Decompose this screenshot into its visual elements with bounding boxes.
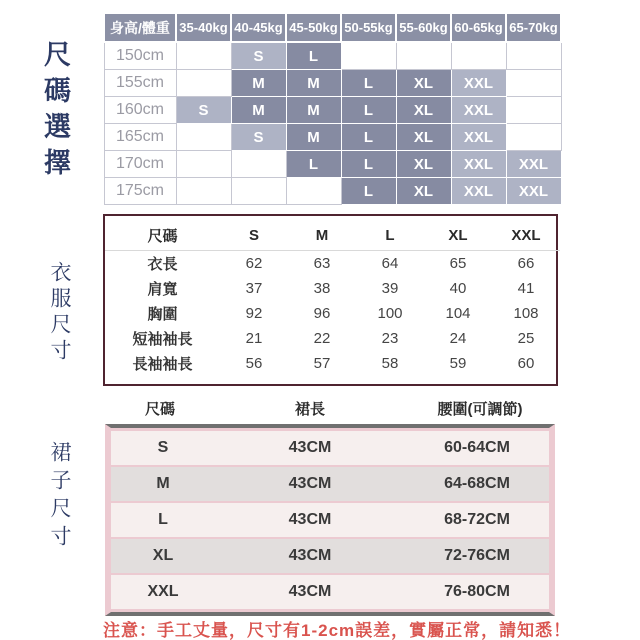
empty-cell-3-6 — [506, 124, 561, 151]
skirt-waist-value: 68-72CM — [444, 511, 510, 528]
skirt-row-S — [111, 431, 549, 465]
skirt-length-value: 43CM — [288, 547, 332, 564]
matrix-row-150cm — [104, 42, 561, 70]
garment-value-4-0: 56 — [245, 355, 263, 372]
garment-col-header-2: M — [288, 220, 356, 251]
section-label-garment-size: 衣服尺寸 — [48, 261, 71, 365]
garment-value-4-2: 58 — [381, 355, 399, 372]
skirt-row-L — [111, 503, 549, 537]
size-cell-0-2: L — [286, 42, 341, 70]
skirt-length-value: 43CM — [288, 475, 332, 492]
skirt-row-M — [111, 467, 549, 501]
empty-cell-1-0 — [176, 70, 231, 97]
matrix-corner-header: 身高/體重 — [104, 13, 176, 42]
garment-body — [105, 251, 560, 377]
garment-value-4-3: 59 — [449, 355, 467, 372]
garment-value-0-0: 62 — [245, 255, 263, 272]
garment-value-1-0: 37 — [245, 280, 263, 297]
skirt-size-value: XXL — [147, 583, 179, 600]
height-label: 175cm — [104, 178, 176, 205]
garment-value-1-4: 41 — [517, 280, 535, 297]
size-cell-5-3: L — [341, 178, 396, 205]
empty-cell-0-5 — [451, 42, 506, 70]
empty-cell-0-6 — [506, 42, 561, 70]
measurement-note: 注意：手工丈量，尺寸有1-2cm誤差，實屬正常，請知悉！ — [103, 621, 572, 640]
garment-value-3-1: 22 — [313, 330, 331, 347]
garment-value-4-1: 57 — [313, 355, 331, 372]
garment-value-1-1: 38 — [313, 280, 331, 297]
garment-value-0-3: 65 — [449, 255, 467, 272]
garment-value-0-2: 64 — [381, 255, 399, 272]
size-cell-1-4: XL — [396, 70, 451, 97]
size-cell-3-4: XL — [396, 124, 451, 151]
garment-header-row-tr — [105, 220, 560, 251]
skirt-size-value: S — [157, 439, 169, 456]
matrix-header-row-tr — [104, 13, 561, 42]
matrix-row-170cm — [104, 151, 561, 178]
size-cell-3-3: L — [341, 124, 396, 151]
weight-header-1: 40-45kg — [231, 13, 286, 42]
garment-value-2-0: 92 — [245, 305, 263, 322]
weight-header-3: 50-55kg — [341, 13, 396, 42]
garment-value-3-4: 25 — [517, 330, 535, 347]
size-cell-4-4: XL — [396, 151, 451, 178]
empty-cell-4-1 — [231, 151, 286, 178]
garment-value-3-0: 21 — [245, 330, 263, 347]
skirt-waist-value: 72-76CM — [444, 547, 510, 564]
weight-header-0: 35-40kg — [176, 13, 231, 42]
empty-cell-5-1 — [231, 178, 286, 205]
skirt-waist-value: 60-64CM — [444, 439, 510, 456]
empty-cell-1-6 — [506, 70, 561, 97]
height-label: 150cm — [104, 42, 176, 70]
garment-row-0 — [105, 251, 560, 277]
garment-row-label: 長袖袖長 — [132, 356, 193, 373]
size-cell-2-2: M — [286, 97, 341, 124]
size-cell-1-5: XXL — [451, 70, 506, 97]
size-cell-1-2: M — [286, 70, 341, 97]
size-cell-5-5: XXL — [451, 178, 506, 205]
garment-row-3 — [105, 326, 560, 351]
weight-header-4: 55-60kg — [396, 13, 451, 42]
skirt-row-XL — [111, 539, 549, 573]
garment-row-1 — [105, 276, 560, 301]
empty-cell-4-0 — [176, 151, 231, 178]
skirt-size-value: M — [156, 475, 170, 492]
weight-header-2: 45-50kg — [286, 13, 341, 42]
garment-value-0-1: 63 — [313, 255, 331, 272]
size-cell-4-3: L — [341, 151, 396, 178]
size-cell-0-1: S — [231, 42, 286, 70]
height-weight-size-matrix — [103, 12, 562, 205]
weight-header-6: 65-70kg — [506, 13, 561, 42]
section-label-size-selection: 尺碼選擇 — [40, 40, 70, 184]
garment-col-header-3: L — [356, 220, 424, 251]
size-cell-2-1: M — [231, 97, 286, 124]
garment-value-3-3: 24 — [449, 330, 467, 347]
height-label: 160cm — [104, 97, 176, 124]
garment-value-2-3: 104 — [445, 305, 471, 322]
size-cell-3-1: S — [231, 124, 286, 151]
empty-cell-5-0 — [176, 178, 231, 205]
skirt-size-table — [105, 424, 555, 616]
size-cell-4-5: XXL — [451, 151, 506, 178]
empty-cell-2-6 — [506, 97, 561, 124]
size-cell-1-1: M — [231, 70, 286, 97]
skirt-table-header — [105, 394, 555, 422]
size-cell-1-3: L — [341, 70, 396, 97]
size-cell-2-3: L — [341, 97, 396, 124]
skirt-length-value: 43CM — [288, 439, 332, 456]
empty-cell-0-4 — [396, 42, 451, 70]
garment-row-label: 肩寬 — [147, 281, 178, 298]
size-cell-4-6: XXL — [506, 151, 561, 178]
size-cell-2-5: XXL — [451, 97, 506, 124]
empty-cell-0-3 — [341, 42, 396, 70]
garment-value-2-2: 100 — [377, 305, 403, 322]
garment-row-label: 短袖袖長 — [132, 331, 193, 348]
garment-value-0-4: 66 — [517, 255, 535, 272]
height-label: 170cm — [104, 151, 176, 178]
skirt-length-value: 43CM — [288, 583, 332, 600]
size-cell-5-6: XXL — [506, 178, 561, 205]
size-cell-2-0: S — [176, 97, 231, 124]
garment-value-2-1: 96 — [313, 305, 331, 322]
garment-value-1-3: 40 — [449, 280, 467, 297]
skirt-col-header-0: 尺碼 — [144, 400, 175, 418]
skirt-length-value: 43CM — [288, 511, 332, 528]
matrix-row-165cm — [104, 124, 561, 151]
garment-value-3-2: 23 — [381, 330, 399, 347]
garment-row-label: 衣長 — [147, 256, 178, 273]
size-cell-3-5: XXL — [451, 124, 506, 151]
matrix-row-175cm — [104, 178, 561, 205]
garment-col-header-5: XXL — [492, 220, 560, 251]
skirt-waist-value: 64-68CM — [444, 475, 510, 492]
matrix-header-row — [104, 13, 561, 42]
skirt-row-XXL — [111, 575, 549, 609]
garment-row-4 — [105, 351, 560, 376]
size-cell-3-2: M — [286, 124, 341, 151]
empty-cell-3-0 — [176, 124, 231, 151]
size-cell-2-4: XL — [396, 97, 451, 124]
garment-value-1-2: 39 — [381, 280, 399, 297]
matrix-row-160cm — [104, 97, 561, 124]
matrix-body — [104, 42, 561, 205]
height-label: 155cm — [104, 70, 176, 97]
weight-header-5: 60-65kg — [451, 13, 506, 42]
garment-col-header-0: 尺碼 — [105, 220, 220, 251]
empty-cell-0-0 — [176, 42, 231, 70]
garment-header-row — [105, 220, 560, 251]
matrix-row-155cm — [104, 70, 561, 97]
garment-value-4-4: 60 — [517, 355, 535, 372]
garment-col-header-4: XL — [424, 220, 492, 251]
skirt-waist-value: 76-80CM — [444, 583, 510, 600]
garment-row-label: 胸圍 — [147, 306, 178, 323]
skirt-col-header-2: 腰圍(可調節) — [437, 400, 523, 418]
section-label-skirt-size: 裙子尺寸 — [48, 441, 71, 553]
garment-value-2-4: 108 — [513, 305, 539, 322]
garment-size-table — [103, 214, 558, 386]
garment-row-2 — [105, 301, 560, 326]
skirt-col-header-1: 裙長 — [294, 400, 325, 418]
skirt-size-value: L — [158, 511, 168, 528]
size-cell-5-4: XL — [396, 178, 451, 205]
garment-col-header-1: S — [220, 220, 288, 251]
size-cell-4-2: L — [286, 151, 341, 178]
empty-cell-5-2 — [286, 178, 341, 205]
height-label: 165cm — [104, 124, 176, 151]
skirt-size-value: XL — [152, 547, 174, 564]
